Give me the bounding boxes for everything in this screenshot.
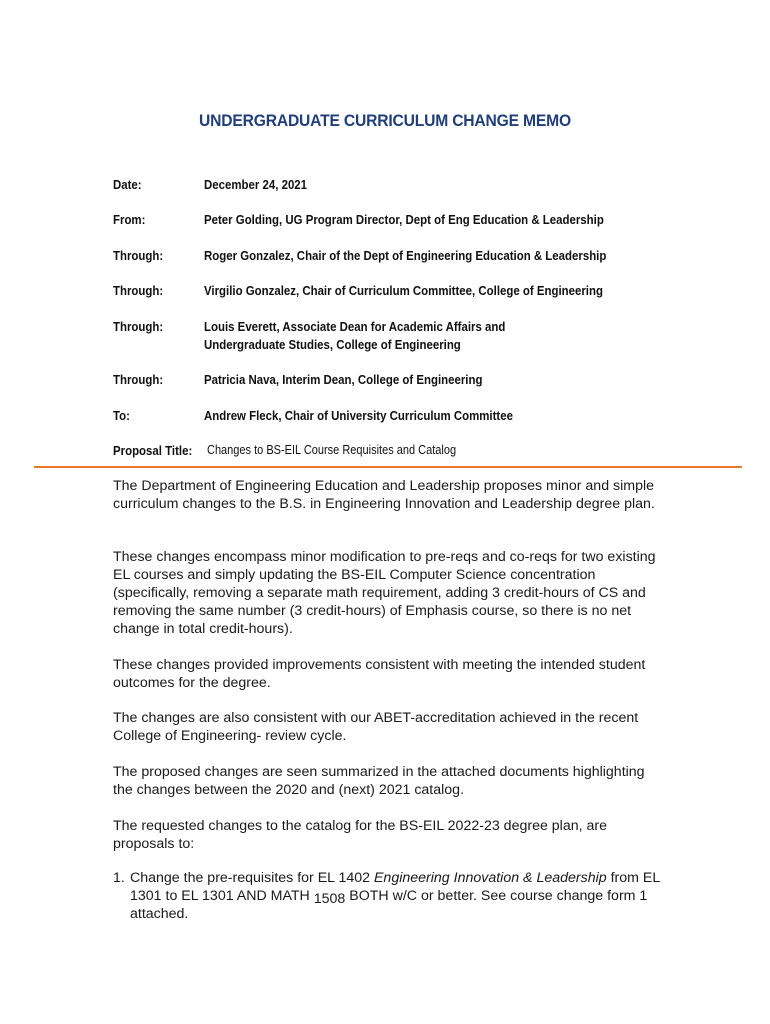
section-divider xyxy=(34,466,742,468)
list-item-text xyxy=(130,869,670,923)
body-paragraph-4: The changes are also consistent with our ABET-accreditation achieved in the recent College of Engineering- review cycle. xyxy=(113,710,639,744)
proposal-title-value: Changes to BS-EIL Course Requisites and Catalog xyxy=(207,443,457,457)
through-value-line1: Louis Everett, Associate Dean for Academic Affairs and xyxy=(204,319,506,334)
through-value-line2: Undergraduate Studies, College of Engineering xyxy=(204,337,461,352)
proposal-title-label: Proposal Title: xyxy=(113,443,193,458)
through-label: Through: xyxy=(113,283,164,298)
from-label: From: xyxy=(113,212,146,227)
list-item-text-after: BOTH w/C or better. See course change form 1 attached. xyxy=(130,888,648,922)
date-value: December 24, 2021 xyxy=(204,177,308,192)
memo-title: UNDERGRADUATE CURRICULUM CHANGE MEMO xyxy=(199,111,571,130)
list-item-text-mid: from EL 1301 to EL 1301 AND MATH xyxy=(130,870,660,904)
from-value: Peter Golding, UG Program Director, Dept of Eng Education & Leadership xyxy=(204,212,604,227)
through-value: Virgilio Gonzalez, Chair of Curriculum Committee, College of Engineering xyxy=(204,283,603,298)
body-paragraph-6: The requested changes to the catalog for the BS-EIL 2022-23 degree plan, are proposals to: xyxy=(113,818,608,852)
course-title-italic: Engineering Innovation & Leadership xyxy=(373,870,607,886)
through-label: Through: xyxy=(113,319,164,334)
math-course-number: 1508 xyxy=(313,891,346,907)
through-value: Patricia Nava, Interim Dean, College of Engineering xyxy=(204,372,483,387)
date-label: Date: xyxy=(113,177,142,192)
through-label: Through: xyxy=(113,372,164,387)
body-paragraph-2: These changes encompass minor modification to pre-reqs and co-reqs for two existing EL courses and simply updating the BS-EIL Computer Science concentration (specifically, removing a separate math requirement, adding 3 credit-hours of CS and removing the same number (3 credit-hours) of Emphasis course, so there is no net change in total credit-hours). xyxy=(113,549,656,637)
to-value: Andrew Fleck, Chair of University Curriculum Committee xyxy=(204,408,513,423)
list-item-text-before: Change the pre-requisites for EL 1402 xyxy=(130,870,374,886)
list-item-number: 1. xyxy=(113,870,125,886)
body-paragraph-3: These changes provided improvements consistent with meeting the intended student outcomes for the degree. xyxy=(113,657,646,691)
through-label: Through: xyxy=(113,248,164,263)
to-label: To: xyxy=(113,408,130,423)
through-value: Roger Gonzalez, Chair of the Dept of Engineering Education & Leadership xyxy=(204,248,607,263)
body-paragraph-5: The proposed changes are seen summarized in the attached documents highlighting the changes between the 2020 and (next) 2021 catalog. xyxy=(113,764,645,798)
proposal-title-row xyxy=(113,442,457,460)
body-paragraph-1: The Department of Engineering Education and Leadership proposes minor and simple curriculum changes to the B.S. in Engineering Innovation and Leadership degree plan. xyxy=(113,478,655,512)
